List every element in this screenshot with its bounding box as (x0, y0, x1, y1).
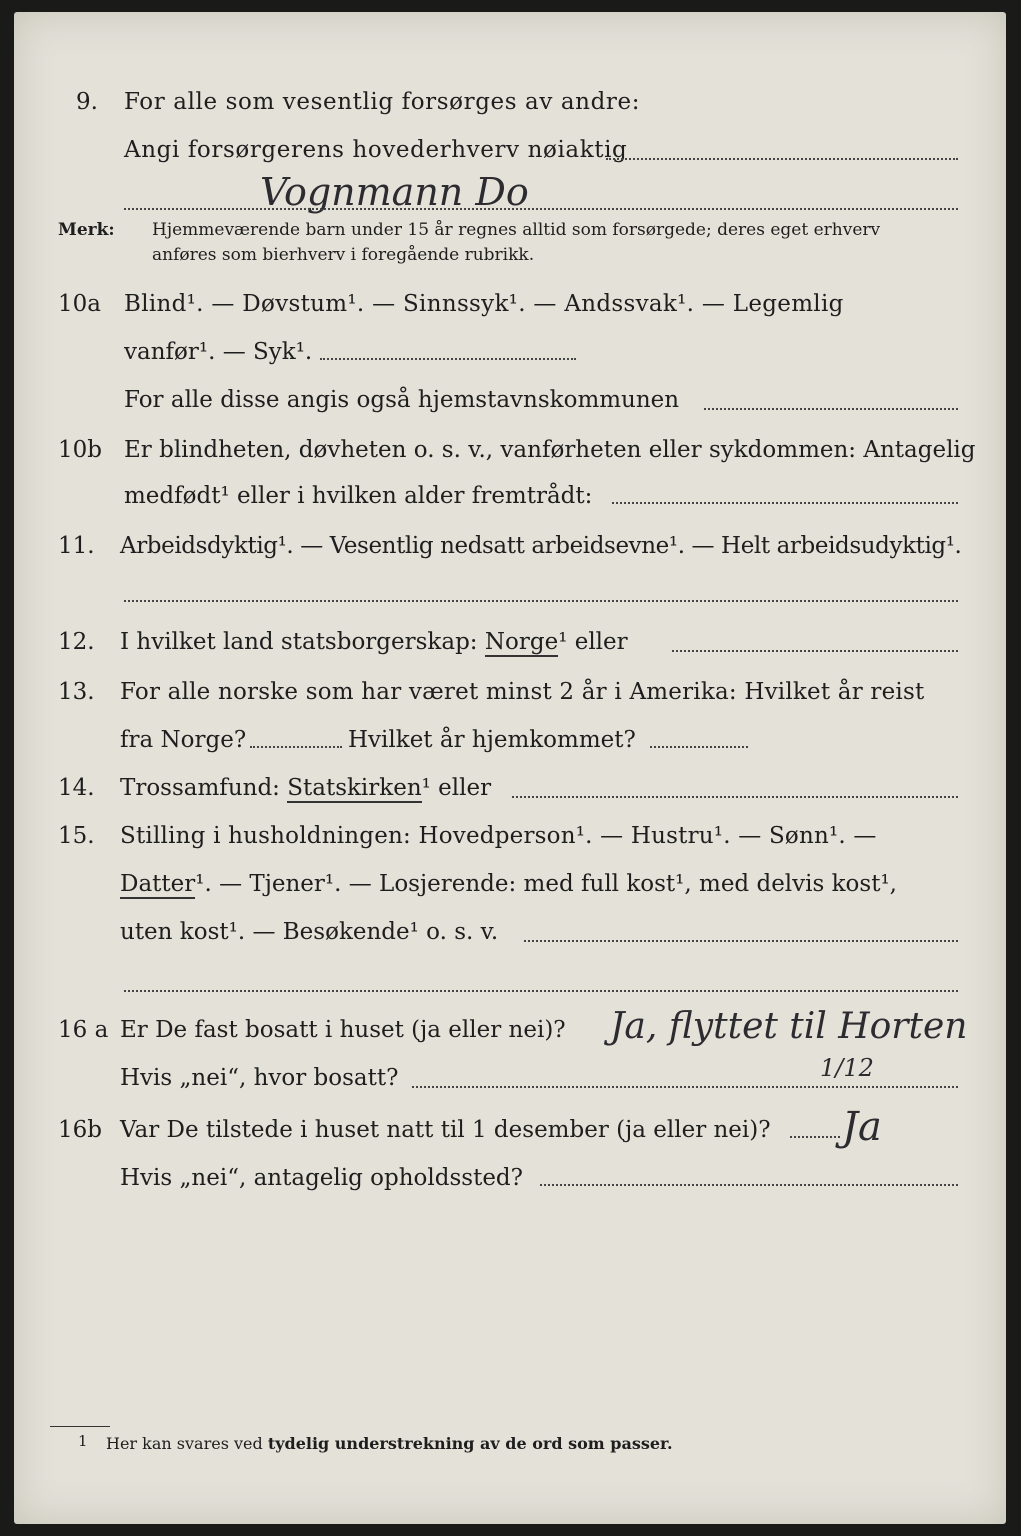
q10a-text-line1: Blind¹. — Døvstum¹. — Sinnssyk¹. — Andssvak¹. — Legemlig (124, 291, 844, 317)
footnote-rule (50, 1426, 110, 1427)
q13-text-line2b: Hvilket år hjemkommet? (348, 727, 636, 753)
census-form-page (14, 12, 1006, 1524)
q13-dotted-line-1 (250, 746, 342, 748)
q15-text-line1: Stilling i husholdningen: Hovedperson¹. — Hustru¹. — Sønn¹. — (120, 823, 877, 849)
q13-number: 13. (58, 679, 95, 705)
q10a-dotted-line-2 (704, 408, 958, 410)
q11-dotted-line (124, 600, 958, 602)
q16b-dotted-line-1 (790, 1136, 840, 1138)
q10a-text-line3: For alle disse angis også hjemstavnskommunen (124, 387, 680, 413)
q14-text-post: ¹ eller (421, 775, 492, 801)
q15-underlined-answer: Datter (120, 871, 196, 897)
q15-number: 15. (58, 823, 95, 849)
q16b-handwritten-answer: Ja (842, 1104, 882, 1150)
q12-underlined-answer: Norge (484, 629, 559, 655)
q16a-handwritten-date: 1/12 (820, 1054, 874, 1082)
q13-text-line2a: fra Norge? (120, 727, 247, 753)
q9-dotted-line-2 (124, 208, 958, 210)
q12-number: 12. (58, 629, 95, 655)
q15-text-line2-rest: ¹. — Tjener¹. — Losjerende: med full kost¹, med delvis kost¹, (195, 871, 897, 897)
q14-text (120, 774, 491, 802)
q16b-number: 16b (58, 1117, 102, 1143)
q12-text-pre: I hvilket land statsborgerskap: (120, 629, 478, 655)
q10a-number: 10a (58, 291, 101, 317)
footnote-text (106, 1434, 673, 1454)
q15-dotted-line-1 (524, 940, 958, 942)
q14-underlined-answer: Statskirken (287, 775, 422, 801)
q13-text-line1: For alle norske som har været minst 2 år i Amerika: Hvilket år reist (120, 679, 925, 705)
q16b-dotted-line-2 (540, 1184, 958, 1186)
footnote-mark: 1 (78, 1432, 88, 1450)
q10b-number: 10b (58, 437, 102, 463)
q14-text-pre: Trossamfund: (120, 775, 280, 801)
q13-dotted-line-2 (650, 746, 748, 748)
q15-text-line3: uten kost¹. — Besøkende¹ o. s. v. (120, 919, 499, 945)
q16a-text-line1: Er De fast bosatt i huset (ja eller nei)? (120, 1017, 566, 1043)
q16a-dotted-line (412, 1086, 958, 1088)
q11-text-line1: Arbeidsdyktig¹. — Vesentlig nedsatt arbeidsevne¹. — Helt arbeidsudyktig¹. (120, 533, 962, 559)
q9-text-line2: Angi forsørgerens hovederhverv nøiaktig (124, 137, 628, 163)
q9-dotted-line-1 (606, 158, 958, 160)
q16a-handwritten-answer: Ja, flyttet til Horten (610, 1006, 968, 1047)
q10b-text-line1: Er blindheten, døvheten o. s. v., vanførheten eller sykdommen: Antagelig (124, 437, 976, 463)
q10b-text-line2: medfødt¹ eller i hvilken alder fremtrådt: (124, 483, 593, 509)
q16b-text-line2: Hvis „nei“, antagelig opholdssted? (120, 1165, 523, 1191)
merk-text-line1: Hjemmeværende barn under 15 år regnes alltid som forsørgede; deres eget erhverv (152, 220, 881, 240)
q12-text-post: ¹ eller (558, 629, 628, 655)
q15-dotted-line-2 (124, 990, 958, 992)
q16b-text-line1: Var De tilstede i huset natt til 1 desember (ja eller nei)? (120, 1117, 771, 1143)
q16a-number: 16 a (58, 1017, 109, 1043)
q9-number: 9. (76, 89, 98, 115)
merk-text-line2: anføres som bierhverv i foregående rubrikk. (152, 245, 535, 265)
q10a-dotted-line-1 (320, 358, 576, 360)
q16a-text-line2: Hvis „nei“, hvor bosatt? (120, 1065, 399, 1091)
q14-number: 14. (58, 775, 95, 801)
q10b-dotted-line (612, 502, 958, 504)
q14-dotted-line (512, 796, 958, 798)
merk-label: Merk: (58, 220, 115, 240)
q12-text (120, 628, 628, 656)
q9-text-line1: For alle som vesentlig forsørges av andre: (124, 89, 641, 115)
q11-number: 11. (58, 533, 95, 559)
q15-text-line2 (120, 870, 897, 898)
footnote-text-pre: Her kan svares ved (106, 1434, 263, 1453)
q12-dotted-line (672, 650, 958, 652)
footnote-text-bold: tydelig understrekning av de ord som passer. (267, 1434, 673, 1453)
q10a-text-line2: vanfør¹. — Syk¹. (124, 339, 313, 365)
q9-handwritten-answer: Vognmann Do (260, 170, 529, 214)
